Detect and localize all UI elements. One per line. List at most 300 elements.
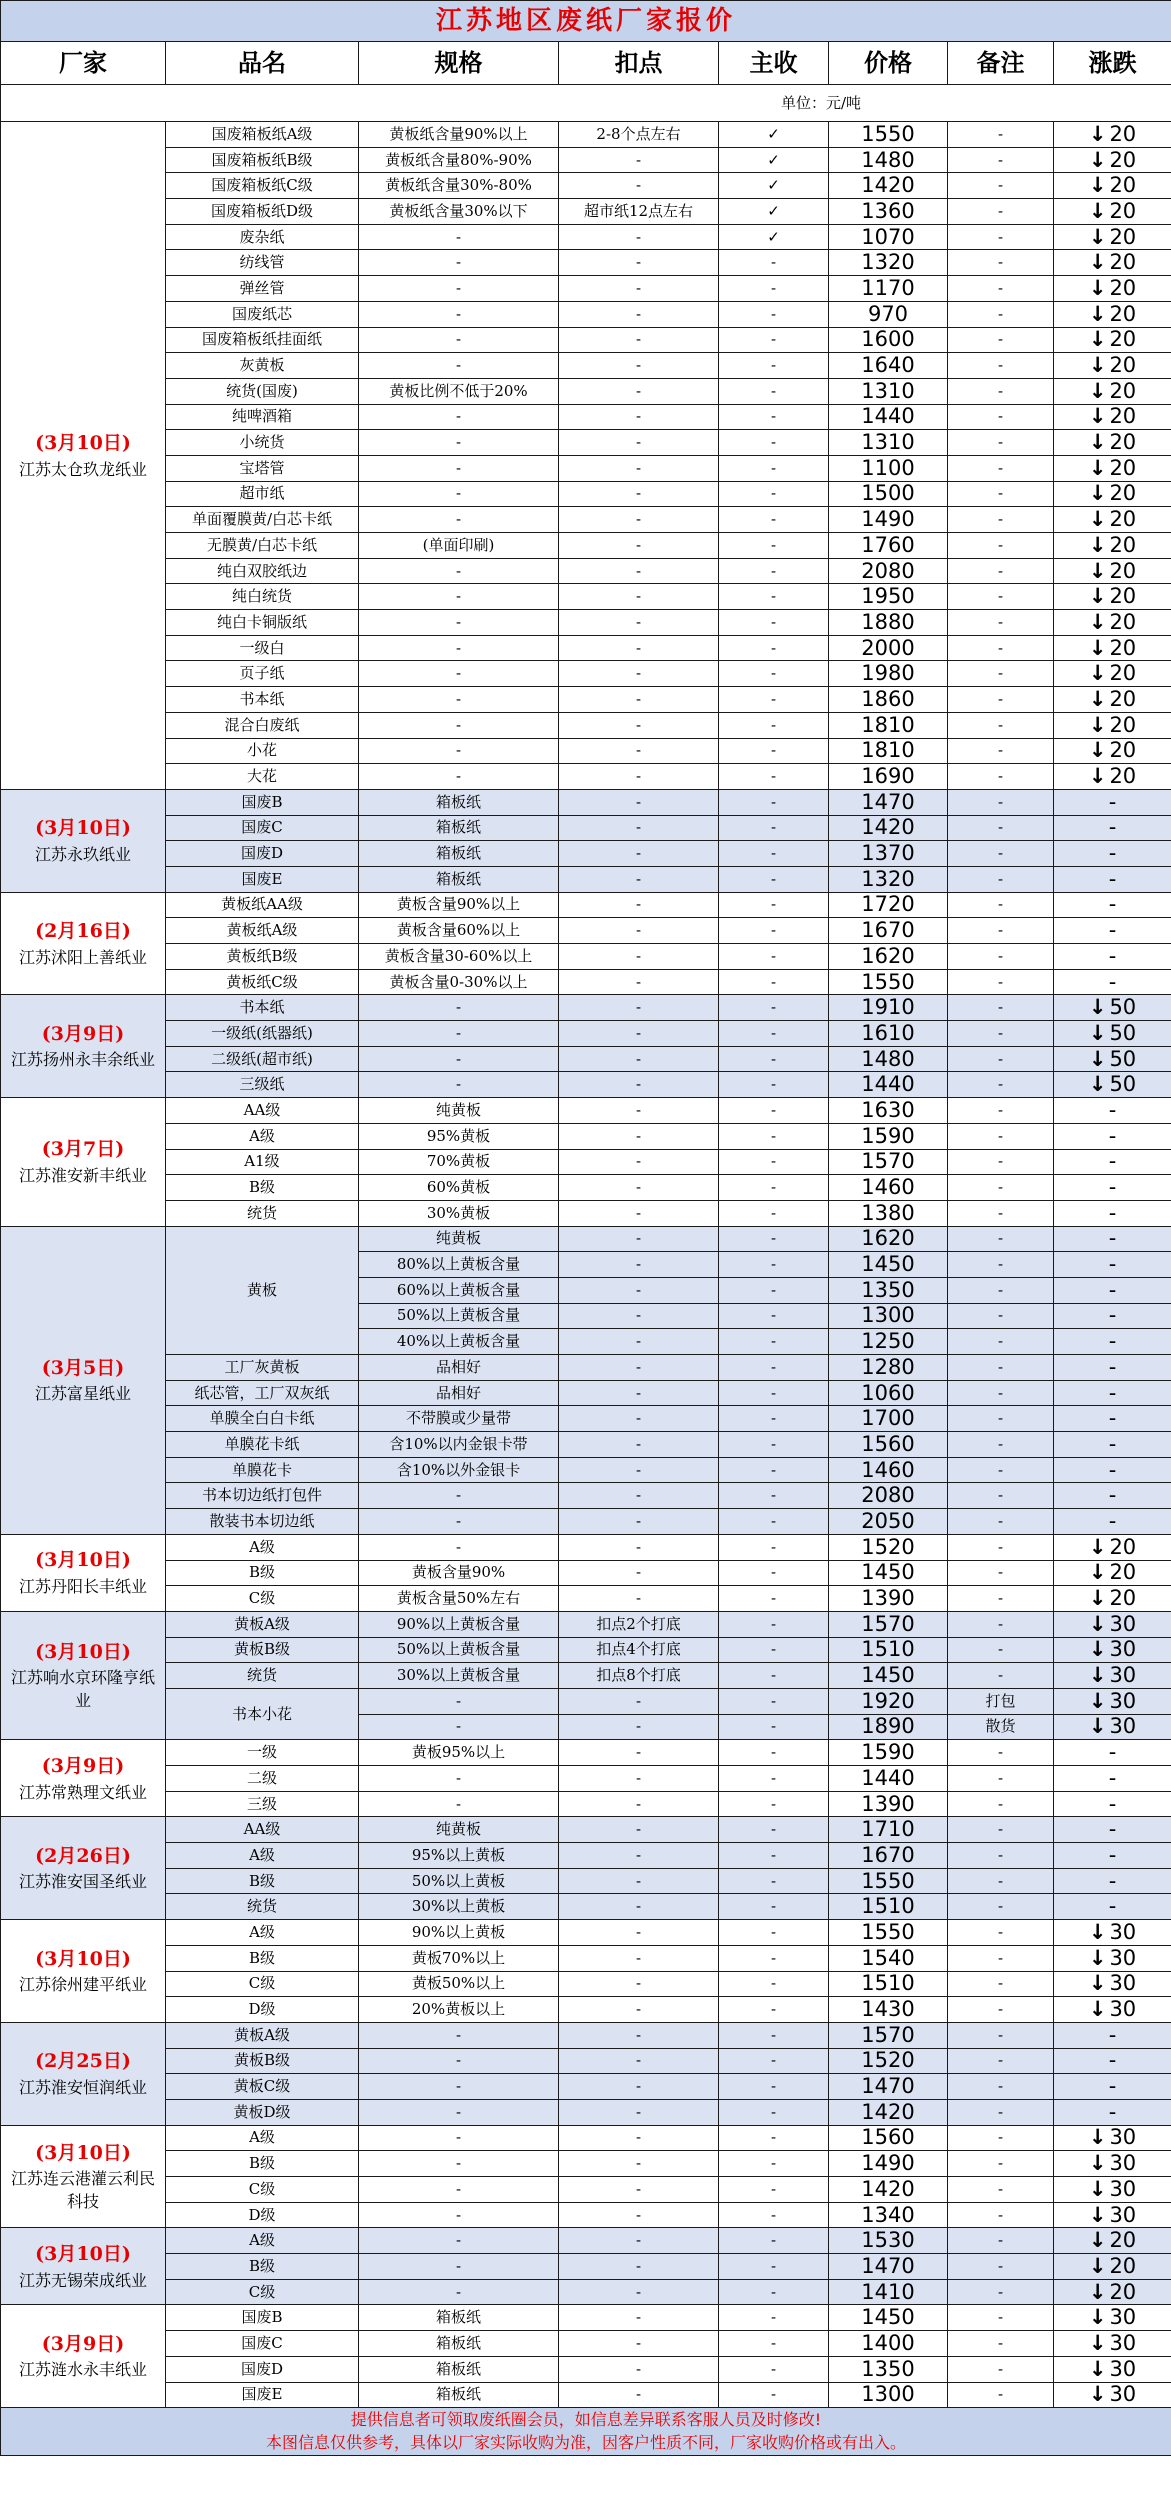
remark-cell: - bbox=[948, 1997, 1054, 2023]
remark-cell: - bbox=[948, 353, 1054, 379]
remark-cell: - bbox=[948, 2305, 1054, 2331]
table-row bbox=[1, 2382, 1171, 2408]
product-name: 黄板 bbox=[166, 1226, 359, 1354]
product-name: 书本纸 bbox=[166, 995, 359, 1021]
price-cell: 1420 bbox=[829, 2099, 948, 2125]
spec-cell: - bbox=[359, 1072, 559, 1098]
main-purchase-cell: - bbox=[719, 2305, 829, 2331]
change-value: 30 bbox=[1109, 2176, 1137, 2201]
change-cell bbox=[1054, 764, 1171, 790]
down-arrow-icon: ↓ bbox=[1088, 275, 1107, 300]
table-row bbox=[1, 455, 1171, 481]
remark-cell: - bbox=[948, 2228, 1054, 2254]
main-purchase-cell: - bbox=[719, 1843, 829, 1869]
product-name: B级 bbox=[166, 2151, 359, 2177]
main-purchase-cell: - bbox=[719, 1740, 829, 1766]
deduction-cell: - bbox=[559, 1457, 719, 1483]
main-purchase-cell: - bbox=[719, 1714, 829, 1740]
remark-cell: - bbox=[948, 712, 1054, 738]
change-cell bbox=[1054, 1560, 1171, 1586]
price-cell: 1510 bbox=[829, 1637, 948, 1663]
deduction-cell: - bbox=[559, 147, 719, 173]
table-row bbox=[1, 1637, 1171, 1663]
deduction-cell: - bbox=[559, 866, 719, 892]
remark-cell: - bbox=[948, 1920, 1054, 1946]
mill-cell bbox=[1, 122, 166, 790]
main-purchase-cell: - bbox=[719, 918, 829, 944]
spec-cell: - bbox=[359, 661, 559, 687]
main-purchase-cell: - bbox=[719, 1997, 829, 2023]
product-name: 书本纸 bbox=[166, 687, 359, 713]
down-arrow-icon: ↓ bbox=[1088, 1046, 1107, 1071]
change-cell bbox=[1054, 1021, 1171, 1047]
spec-cell: 30%黄板 bbox=[359, 1200, 559, 1226]
product-name: 黄板D级 bbox=[166, 2099, 359, 2125]
spec-cell: 箱板纸 bbox=[359, 841, 559, 867]
remark-cell: - bbox=[948, 1509, 1054, 1535]
table-row bbox=[1, 250, 1171, 276]
page-title: 江苏地区废纸厂家报价 bbox=[1, 1, 1171, 42]
price-cell: 1420 bbox=[829, 2177, 948, 2203]
product-name: 国废纸芯 bbox=[166, 301, 359, 327]
main-purchase-cell: - bbox=[719, 2331, 829, 2357]
price-cell: 1420 bbox=[829, 815, 948, 841]
remark-cell: - bbox=[948, 173, 1054, 199]
table-row bbox=[1, 1971, 1171, 1997]
spec-cell: - bbox=[359, 404, 559, 430]
change-value: 30 bbox=[1109, 2125, 1137, 2150]
main-purchase-cell: ✓ bbox=[719, 122, 829, 148]
product-name: B级 bbox=[166, 1868, 359, 1894]
change-cell: - bbox=[1054, 1380, 1171, 1406]
product-name: 黄板B级 bbox=[166, 2048, 359, 2074]
change-cell bbox=[1054, 301, 1171, 327]
deduction-cell: - bbox=[559, 1766, 719, 1792]
product-name: 国废D bbox=[166, 2356, 359, 2382]
change-value: 30 bbox=[1109, 2151, 1137, 2176]
deduction-cell: - bbox=[559, 1688, 719, 1714]
spec-cell: 黄板纸含量30%-80% bbox=[359, 173, 559, 199]
table-row bbox=[1, 276, 1171, 302]
mill-date: (2月16日) bbox=[35, 920, 131, 943]
table-row bbox=[1, 199, 1171, 225]
change-cell bbox=[1054, 1920, 1171, 1946]
price-cell: 1480 bbox=[829, 1046, 948, 1072]
deduction-cell: - bbox=[559, 1586, 719, 1612]
mill-name: 江苏富星纸业 bbox=[34, 1384, 131, 1404]
change-cell: - bbox=[1054, 1149, 1171, 1175]
price-cell: 1250 bbox=[829, 1329, 948, 1355]
spec-cell: 箱板纸 bbox=[359, 2331, 559, 2357]
product-name: 单膜全白白卡纸 bbox=[166, 1406, 359, 1432]
product-name: 书本小花 bbox=[166, 1688, 359, 1739]
remark-cell: - bbox=[948, 1329, 1054, 1355]
table-row bbox=[1, 712, 1171, 738]
spec-cell: - bbox=[359, 1021, 559, 1047]
down-arrow-icon: ↓ bbox=[1088, 764, 1107, 789]
price-cell: 1360 bbox=[829, 199, 948, 225]
price-cell: 2050 bbox=[829, 1509, 948, 1535]
price-cell: 1430 bbox=[829, 1997, 948, 2023]
price-cell: 1100 bbox=[829, 455, 948, 481]
product-name: C级 bbox=[166, 2177, 359, 2203]
product-name: 国废箱板纸A级 bbox=[166, 122, 359, 148]
table-row bbox=[1, 738, 1171, 764]
main-purchase-cell: - bbox=[719, 1688, 829, 1714]
price-cell: 1920 bbox=[829, 1688, 948, 1714]
change-cell: - bbox=[1054, 2022, 1171, 2048]
col-header-spec: 规格 bbox=[359, 42, 559, 85]
main-purchase-cell: - bbox=[719, 1534, 829, 1560]
deduction-cell: - bbox=[559, 404, 719, 430]
deduction-cell: - bbox=[559, 2382, 719, 2408]
main-purchase-cell: - bbox=[719, 1277, 829, 1303]
remark-cell: - bbox=[948, 2125, 1054, 2151]
down-arrow-icon: ↓ bbox=[1088, 2382, 1107, 2407]
main-purchase-cell: - bbox=[719, 1072, 829, 1098]
product-name: 单膜花卡纸 bbox=[166, 1432, 359, 1458]
table-row bbox=[1, 1791, 1171, 1817]
main-purchase-cell: - bbox=[719, 1046, 829, 1072]
product-name: 一级 bbox=[166, 1740, 359, 1766]
col-header-mill: 厂家 bbox=[1, 42, 166, 85]
product-name: AA级 bbox=[166, 1817, 359, 1843]
remark-cell: - bbox=[948, 2279, 1054, 2305]
spec-cell: - bbox=[359, 455, 559, 481]
main-purchase-cell: - bbox=[719, 533, 829, 559]
change-cell: - bbox=[1054, 944, 1171, 970]
spec-cell: - bbox=[359, 2177, 559, 2203]
change-value: 20 bbox=[1109, 686, 1137, 711]
main-purchase-cell: - bbox=[719, 866, 829, 892]
product-name: 统货 bbox=[166, 1894, 359, 1920]
remark-cell: - bbox=[948, 1098, 1054, 1124]
mill-date: (3月10日) bbox=[35, 1947, 131, 1970]
spec-cell: 70%黄板 bbox=[359, 1149, 559, 1175]
down-arrow-icon: ↓ bbox=[1088, 712, 1107, 737]
down-arrow-icon: ↓ bbox=[1088, 2253, 1107, 2278]
price-cell: 1550 bbox=[829, 1868, 948, 1894]
spec-cell: 黄板含量60%以上 bbox=[359, 918, 559, 944]
table-row bbox=[1, 2254, 1171, 2280]
mill-name: 江苏丹阳长丰纸业 bbox=[18, 1577, 147, 1597]
remark-cell: - bbox=[948, 892, 1054, 918]
change-value: 20 bbox=[1109, 661, 1137, 686]
spec-cell: 箱板纸 bbox=[359, 2356, 559, 2382]
product-name: 统货 bbox=[166, 1663, 359, 1689]
remark-cell: - bbox=[948, 301, 1054, 327]
deduction-cell: - bbox=[559, 1021, 719, 1047]
spec-cell: 60%黄板 bbox=[359, 1175, 559, 1201]
deduction-cell: - bbox=[559, 1843, 719, 1869]
product-name: 国废E bbox=[166, 866, 359, 892]
price-cell: 1910 bbox=[829, 995, 948, 1021]
remark-cell: - bbox=[948, 250, 1054, 276]
main-purchase-cell: - bbox=[719, 1098, 829, 1124]
price-cell: 1720 bbox=[829, 892, 948, 918]
change-cell: - bbox=[1054, 1843, 1171, 1869]
change-value: 20 bbox=[1109, 404, 1137, 429]
change-cell bbox=[1054, 1611, 1171, 1637]
down-arrow-icon: ↓ bbox=[1088, 2202, 1107, 2227]
spec-cell: - bbox=[359, 1766, 559, 1792]
col-header-main-purchase: 主收 bbox=[719, 42, 829, 85]
deduction-cell: - bbox=[559, 2048, 719, 2074]
spec-cell: - bbox=[359, 430, 559, 456]
change-cell bbox=[1054, 2177, 1171, 2203]
table-row bbox=[1, 1021, 1171, 1047]
change-value: 30 bbox=[1109, 1663, 1137, 1688]
table-row bbox=[1, 1766, 1171, 1792]
main-purchase-cell: - bbox=[719, 1868, 829, 1894]
footer-row bbox=[1, 2408, 1171, 2455]
change-cell bbox=[1054, 2228, 1171, 2254]
change-value: 20 bbox=[1109, 764, 1137, 789]
remark-cell: - bbox=[948, 404, 1054, 430]
remark-cell: - bbox=[948, 1072, 1054, 1098]
change-cell bbox=[1054, 2279, 1171, 2305]
mill-name: 江苏扬州永丰余纸业 bbox=[10, 1050, 155, 1070]
product-name: 超市纸 bbox=[166, 481, 359, 507]
remark-cell: - bbox=[948, 635, 1054, 661]
table-row bbox=[1, 353, 1171, 379]
main-purchase-cell: - bbox=[719, 2022, 829, 2048]
change-value: 50 bbox=[1109, 1020, 1137, 1045]
spec-cell: 黄板纸含量80%-90% bbox=[359, 147, 559, 173]
spec-cell: - bbox=[359, 584, 559, 610]
main-purchase-cell: - bbox=[719, 1200, 829, 1226]
deduction-cell: - bbox=[559, 712, 719, 738]
product-name: A级 bbox=[166, 1920, 359, 1946]
table-row bbox=[1, 2228, 1171, 2254]
remark-cell: - bbox=[948, 1971, 1054, 1997]
change-cell: - bbox=[1054, 1355, 1171, 1381]
remark-cell: - bbox=[948, 969, 1054, 995]
spec-cell: - bbox=[359, 1534, 559, 1560]
footer-note bbox=[1, 2408, 1171, 2455]
price-cell: 1550 bbox=[829, 969, 948, 995]
table-row bbox=[1, 1355, 1171, 1381]
deduction-cell: - bbox=[559, 584, 719, 610]
spec-cell: 纯黄板 bbox=[359, 1817, 559, 1843]
change-cell: - bbox=[1054, 1894, 1171, 1920]
spec-cell: 箱板纸 bbox=[359, 815, 559, 841]
price-cell: 1510 bbox=[829, 1971, 948, 1997]
product-name: 国废箱板纸C级 bbox=[166, 173, 359, 199]
price-cell: 2000 bbox=[829, 635, 948, 661]
change-value: 30 bbox=[1109, 1637, 1137, 1662]
deduction-cell: - bbox=[559, 353, 719, 379]
change-value: 20 bbox=[1109, 1586, 1137, 1611]
price-cell: 1560 bbox=[829, 2125, 948, 2151]
product-name: 一级纸(纸器纸) bbox=[166, 1021, 359, 1047]
down-arrow-icon: ↓ bbox=[1088, 661, 1107, 686]
remark-cell: - bbox=[948, 2074, 1054, 2100]
down-arrow-icon: ↓ bbox=[1088, 2279, 1107, 2304]
main-purchase-cell: - bbox=[719, 1175, 829, 1201]
change-cell bbox=[1054, 687, 1171, 713]
mill-name: 江苏无锡荣成纸业 bbox=[18, 2270, 147, 2290]
spec-cell: 30%以上黄板含量 bbox=[359, 1663, 559, 1689]
change-cell bbox=[1054, 1586, 1171, 1612]
mill-date: (3月5日) bbox=[41, 1356, 125, 1379]
change-cell bbox=[1054, 199, 1171, 225]
deduction-cell: - bbox=[559, 661, 719, 687]
spec-cell: 90%以上黄板含量 bbox=[359, 1611, 559, 1637]
spec-cell: 60%以上黄板含量 bbox=[359, 1277, 559, 1303]
price-cell: 1640 bbox=[829, 353, 948, 379]
table-row bbox=[1, 1175, 1171, 1201]
price-cell: 2080 bbox=[829, 558, 948, 584]
main-purchase-cell: - bbox=[719, 712, 829, 738]
change-value: 20 bbox=[1109, 558, 1137, 583]
change-cell bbox=[1054, 610, 1171, 636]
spec-cell: - bbox=[359, 1714, 559, 1740]
change-value: 20 bbox=[1109, 507, 1137, 532]
deduction-cell: - bbox=[559, 2331, 719, 2357]
spec-cell: 含10%以内金银卡带 bbox=[359, 1432, 559, 1458]
product-name: 国废C bbox=[166, 2331, 359, 2357]
mill-name: 江苏徐州建平纸业 bbox=[18, 1975, 147, 1995]
table-row bbox=[1, 404, 1171, 430]
spec-cell: - bbox=[359, 1791, 559, 1817]
product-name: AA级 bbox=[166, 1098, 359, 1124]
remark-cell: 打包 bbox=[948, 1688, 1054, 1714]
deduction-cell: - bbox=[559, 2125, 719, 2151]
deduction-cell: - bbox=[559, 815, 719, 841]
main-purchase-cell: - bbox=[719, 2125, 829, 2151]
deduction-cell: - bbox=[559, 173, 719, 199]
remark-cell: - bbox=[948, 1894, 1054, 1920]
change-cell: - bbox=[1054, 1740, 1171, 1766]
deduction-cell: - bbox=[559, 2202, 719, 2228]
table-row bbox=[1, 173, 1171, 199]
main-purchase-cell: - bbox=[719, 841, 829, 867]
remark-cell: - bbox=[948, 1534, 1054, 1560]
mill-date: (2月26日) bbox=[35, 1844, 131, 1867]
price-cell: 1370 bbox=[829, 841, 948, 867]
main-purchase-cell: - bbox=[719, 276, 829, 302]
change-cell bbox=[1054, 584, 1171, 610]
remark-cell: - bbox=[948, 430, 1054, 456]
spec-cell: 箱板纸 bbox=[359, 866, 559, 892]
product-name: B级 bbox=[166, 1175, 359, 1201]
down-arrow-icon: ↓ bbox=[1088, 738, 1107, 763]
deduction-cell: 超市纸12点左右 bbox=[559, 199, 719, 225]
price-cell: 1350 bbox=[829, 2356, 948, 2382]
mill-cell bbox=[1, 789, 166, 892]
spec-cell: - bbox=[359, 2202, 559, 2228]
change-value: 20 bbox=[1109, 1534, 1137, 1559]
price-cell: 1390 bbox=[829, 1791, 948, 1817]
down-arrow-icon: ↓ bbox=[1088, 2356, 1107, 2381]
remark-cell: - bbox=[948, 1817, 1054, 1843]
deduction-cell: - bbox=[559, 2074, 719, 2100]
mill-cell bbox=[1, 892, 166, 995]
product-name: 纸芯管，工厂双灰纸 bbox=[166, 1380, 359, 1406]
change-cell bbox=[1054, 2356, 1171, 2382]
spec-cell: - bbox=[359, 558, 559, 584]
table-row bbox=[1, 1072, 1171, 1098]
spec-cell: - bbox=[359, 2125, 559, 2151]
main-purchase-cell: - bbox=[719, 1303, 829, 1329]
change-cell bbox=[1054, 1688, 1171, 1714]
change-cell: - bbox=[1054, 866, 1171, 892]
change-value: 20 bbox=[1109, 481, 1137, 506]
table-row bbox=[1, 687, 1171, 713]
price-cell: 1700 bbox=[829, 1406, 948, 1432]
main-purchase-cell: - bbox=[719, 1329, 829, 1355]
product-name: 大花 bbox=[166, 764, 359, 790]
product-name: 废杂纸 bbox=[166, 224, 359, 250]
change-value: 30 bbox=[1109, 1971, 1137, 1996]
deduction-cell: - bbox=[559, 1817, 719, 1843]
table-row bbox=[1, 301, 1171, 327]
deduction-cell: - bbox=[559, 301, 719, 327]
price-cell: 1450 bbox=[829, 2305, 948, 2331]
deduction-cell: 扣点8个打底 bbox=[559, 1663, 719, 1689]
change-cell: - bbox=[1054, 1098, 1171, 1124]
remark-cell: - bbox=[948, 276, 1054, 302]
table-row bbox=[1, 969, 1171, 995]
product-name: 单面覆膜黄/白芯卡纸 bbox=[166, 507, 359, 533]
product-name: 黄板B级 bbox=[166, 1637, 359, 1663]
price-cell: 1450 bbox=[829, 1663, 948, 1689]
change-cell bbox=[1054, 995, 1171, 1021]
unit-label: 单位：元/吨 bbox=[1, 85, 1171, 122]
spec-cell: 箱板纸 bbox=[359, 2382, 559, 2408]
price-cell: 1880 bbox=[829, 610, 948, 636]
product-name: B级 bbox=[166, 1560, 359, 1586]
table-row bbox=[1, 1560, 1171, 1586]
table-row bbox=[1, 1200, 1171, 1226]
spec-cell: - bbox=[359, 250, 559, 276]
product-name: 国废B bbox=[166, 2305, 359, 2331]
spec-cell: 纯黄板 bbox=[359, 1226, 559, 1252]
price-cell: 1950 bbox=[829, 584, 948, 610]
remark-cell: - bbox=[948, 1586, 1054, 1612]
down-arrow-icon: ↓ bbox=[1088, 2330, 1107, 2355]
change-value: 20 bbox=[1109, 353, 1137, 378]
remark-cell: - bbox=[948, 1432, 1054, 1458]
change-cell bbox=[1054, 1714, 1171, 1740]
down-arrow-icon: ↓ bbox=[1088, 147, 1107, 172]
price-cell: 1400 bbox=[829, 2331, 948, 2357]
table-row bbox=[1, 1817, 1171, 1843]
main-purchase-cell: - bbox=[719, 2048, 829, 2074]
down-arrow-icon: ↓ bbox=[1088, 584, 1107, 609]
mill-date: (2月25日) bbox=[35, 2050, 131, 2073]
change-value: 20 bbox=[1109, 173, 1137, 198]
remark-cell: - bbox=[948, 147, 1054, 173]
mill-cell bbox=[1, 2228, 166, 2305]
remark-cell: - bbox=[948, 1945, 1054, 1971]
table-row bbox=[1, 2022, 1171, 2048]
mill-cell bbox=[1, 1740, 166, 1817]
remark-cell: - bbox=[948, 1123, 1054, 1149]
change-cell bbox=[1054, 533, 1171, 559]
mill-name: 江苏永玖纸业 bbox=[34, 844, 131, 864]
spec-cell: 95%以上黄板 bbox=[359, 1843, 559, 1869]
change-value: 20 bbox=[1109, 2279, 1137, 2304]
change-cell: - bbox=[1054, 1406, 1171, 1432]
product-name: C级 bbox=[166, 1586, 359, 1612]
deduction-cell: - bbox=[559, 1098, 719, 1124]
mill-date: (3月10日) bbox=[35, 2243, 131, 2266]
table-row bbox=[1, 1663, 1171, 1689]
change-cell: - bbox=[1054, 1766, 1171, 1792]
remark-cell: - bbox=[948, 224, 1054, 250]
